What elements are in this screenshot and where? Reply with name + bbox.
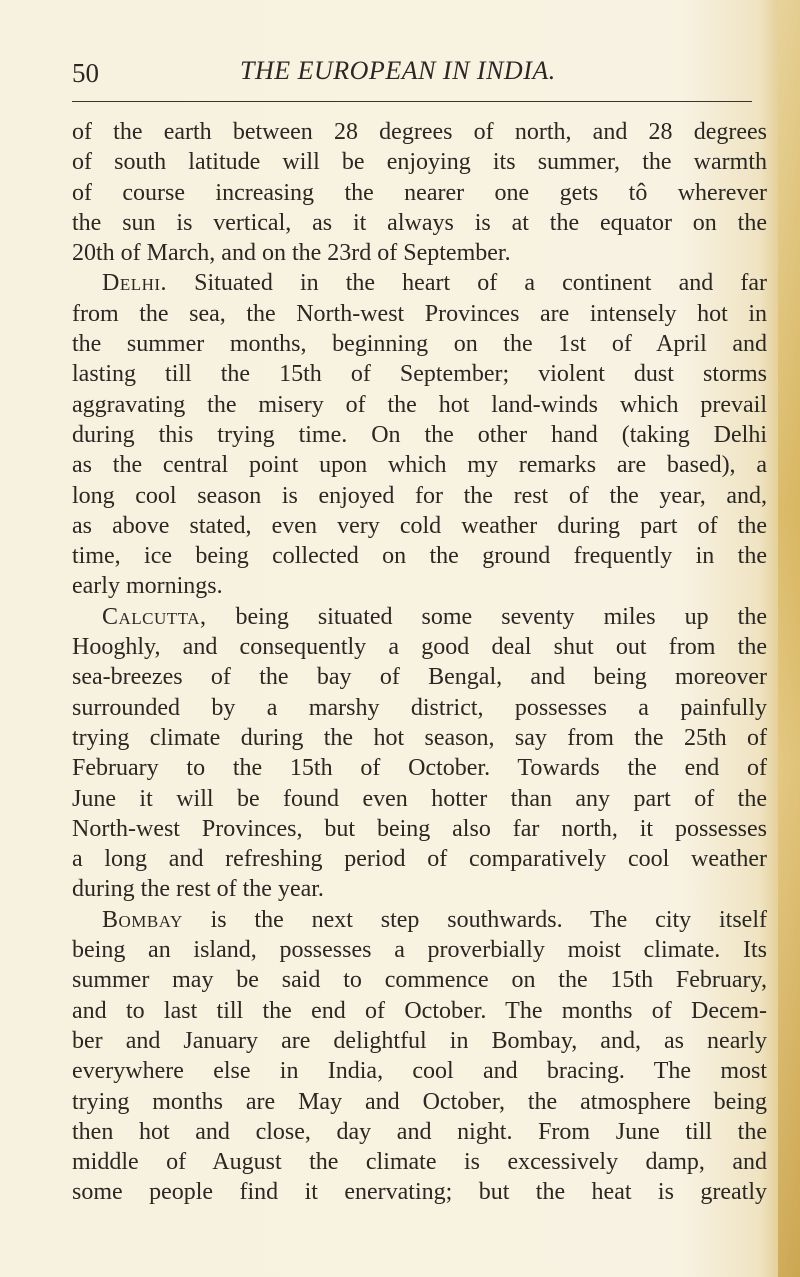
text-line	[72, 844, 767, 874]
text-line	[72, 784, 767, 814]
text-line	[72, 299, 767, 329]
text-line	[72, 602, 767, 632]
line-text: trying climate during the hot season, say from the 25th of	[72, 724, 767, 751]
text-line	[72, 178, 767, 208]
text-line	[72, 359, 767, 389]
line-text: from the sea, the North-west Provinces are intensely hot in	[72, 300, 767, 327]
text-line	[72, 450, 767, 480]
text-line	[72, 571, 767, 601]
text-line	[72, 814, 767, 844]
line-text: ber and January are delightful in Bombay, and, as nearly	[72, 1027, 767, 1054]
text-line	[72, 208, 767, 238]
text-line	[72, 238, 767, 268]
text-line	[72, 874, 767, 904]
line-text: being situated some seventy miles up the	[206, 603, 767, 630]
line-text: during the rest of the year.	[72, 876, 324, 903]
line-text: of course increasing the nearer one gets tô wherever	[72, 179, 767, 206]
line-text: June it will be found even hotter than any part of the	[72, 785, 767, 812]
line-text: summer may be said to commence on the 15th February,	[72, 967, 767, 994]
line-text: is the next step southwards. The city itself	[182, 906, 767, 933]
line-text: Situated in the heart of a continent and far	[167, 270, 767, 297]
text-line	[72, 329, 767, 359]
line-text: middle of August the climate is excessively damp, and	[72, 1149, 767, 1176]
header-rule	[72, 101, 752, 102]
text-line	[72, 1117, 767, 1147]
line-text: then hot and close, day and night. From June till the	[72, 1118, 767, 1145]
line-text: aggravating the misery of the hot land-winds which prevail	[72, 391, 767, 418]
text-line	[72, 268, 767, 298]
text-line	[72, 1087, 767, 1117]
text-line	[72, 481, 767, 511]
line-text: surrounded by a marshy district, possesses a painfully	[72, 694, 767, 721]
running-title: THE EUROPEAN IN INDIA.	[240, 56, 556, 85]
text-line	[72, 935, 767, 965]
line-text: time, ice being collected on the ground frequently in the	[72, 543, 767, 570]
line-text: lasting till the 15th of September; violent dust storms	[72, 361, 767, 388]
text-line	[72, 996, 767, 1026]
text-line	[72, 117, 767, 147]
page-edge-stain	[778, 0, 800, 1277]
section-lead-word: Bombay	[102, 906, 183, 933]
text-line	[72, 420, 767, 450]
body-text	[72, 117, 767, 1208]
text-line	[72, 965, 767, 995]
line-text: a long and refreshing period of comparatively cool weather	[72, 846, 767, 873]
line-text: 20th of March, and on the 23rd of September.	[72, 240, 511, 267]
line-text: of the earth between 28 degrees of north, and 28 degrees	[72, 119, 767, 145]
text-line	[72, 753, 767, 783]
text-line	[72, 905, 767, 935]
line-text: during this trying time. On the other hand (taking Delhi	[72, 421, 767, 448]
line-text: of south latitude will be enjoying its summer, the warmth	[72, 149, 767, 176]
text-line	[72, 662, 767, 692]
text-line	[72, 511, 767, 541]
text-line	[72, 1056, 767, 1086]
text-line	[72, 1026, 767, 1056]
text-line	[72, 147, 767, 177]
line-text: as the central point upon which my remarks are based), a	[72, 452, 767, 479]
text-line	[72, 693, 767, 723]
line-text: everywhere else in India, cool and bracing. The most	[72, 1058, 767, 1085]
line-text: being an island, possesses a proverbially moist climate. Its	[72, 937, 767, 964]
section-lead-word: Calcutta,	[102, 603, 207, 630]
section-lead-word: Delhi.	[102, 270, 168, 297]
line-text: North-west Provinces, but being also far north, it possesses	[72, 815, 767, 842]
line-text: early mornings.	[72, 573, 223, 600]
line-text: Hooghly, and consequently a good deal shut out from the	[72, 634, 767, 661]
line-text: the sun is vertical, as it always is at the equator on the	[72, 209, 767, 236]
line-text: trying months are May and October, the atmosphere being	[72, 1088, 767, 1115]
line-text: sea-breezes of the bay of Bengal, and being moreover	[72, 664, 767, 691]
line-text: some people find it enervating; but the heat is greatly	[72, 1179, 767, 1206]
text-line	[72, 1177, 767, 1207]
line-text: long cool season is enjoyed for the rest of the year, and,	[72, 482, 767, 509]
text-line	[72, 632, 767, 662]
text-line	[72, 723, 767, 753]
text-line	[72, 390, 767, 420]
line-text: February to the 15th of October. Towards the end of	[72, 755, 767, 782]
line-text: as above stated, even very cold weather during part of the	[72, 512, 767, 539]
line-text: and to last till the end of October. The months of Decem-	[72, 997, 767, 1024]
text-line	[72, 541, 767, 571]
page-number: 50	[72, 58, 99, 88]
text-line	[72, 1147, 767, 1177]
line-text: the summer months, beginning on the 1st of April and	[72, 331, 767, 358]
